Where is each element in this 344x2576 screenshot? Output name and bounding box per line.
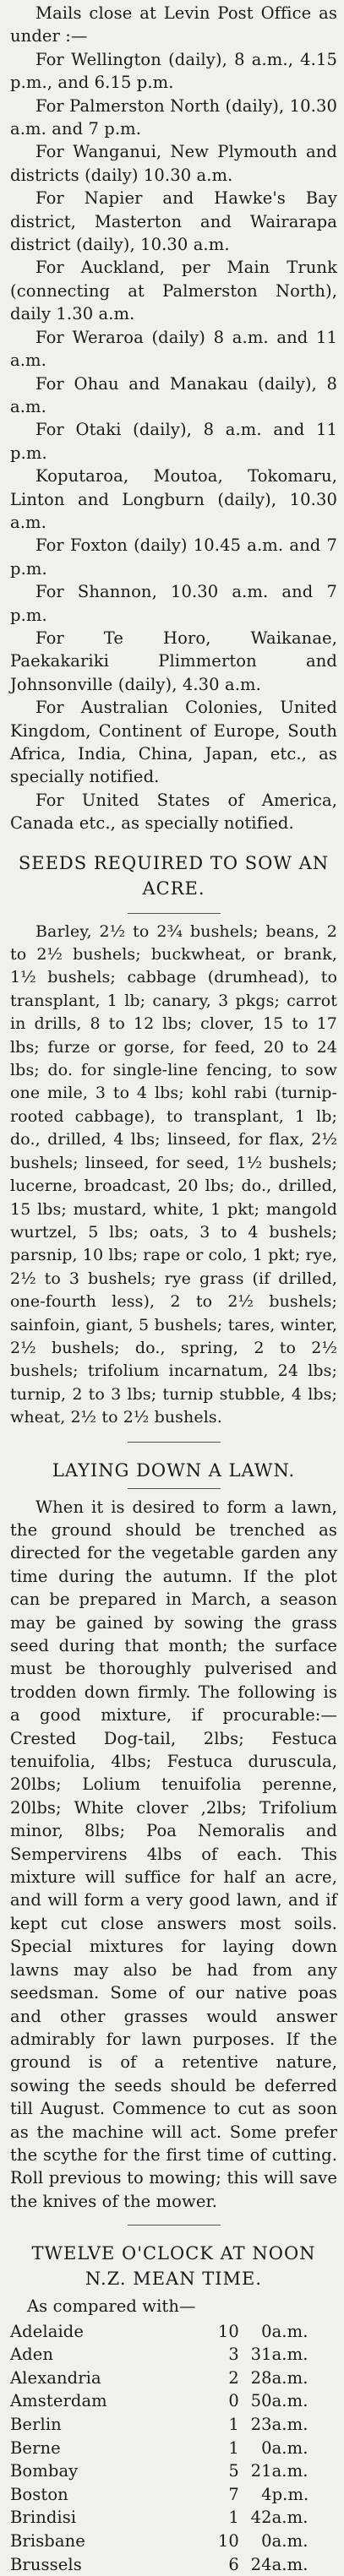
mail-entry: For Weraroa (daily) 8 a.m. and 11 a.m. xyxy=(10,326,337,372)
mail-entry: For Auckland, per Main Trunk (connecting at Palmerston North), daily 1.30 a.m. xyxy=(10,256,337,325)
mail-entry: For Shannon, 10.30 a.m. and 7 p.m. xyxy=(10,580,337,627)
time-row xyxy=(10,2320,337,2344)
lawn-heading-rule xyxy=(128,1488,221,1489)
time-place: Brussels xyxy=(10,2553,206,2576)
time-intro: As compared with— xyxy=(27,2295,337,2318)
mails-list xyxy=(10,48,337,835)
time-place: Boston xyxy=(10,2483,206,2507)
time-ap: a.m. xyxy=(272,2320,337,2344)
time-row xyxy=(10,2389,337,2413)
time-place: Brindisi xyxy=(10,2506,206,2530)
time-place: Amsterdam xyxy=(10,2389,206,2413)
time-row xyxy=(10,2483,337,2507)
time-place: Berlin xyxy=(10,2413,206,2437)
seeds-heading: SEEDS REQUIRED TO SOW AN ACRE. xyxy=(10,851,337,901)
time-ap: a.m. xyxy=(272,2553,337,2576)
time-table xyxy=(10,2320,337,2576)
time-h: 6 xyxy=(206,2553,239,2576)
lawn-heading: LAYING DOWN A LAWN. xyxy=(10,1458,337,1483)
time-h: 2 xyxy=(206,2367,239,2390)
time-place: Adelaide xyxy=(10,2320,206,2344)
time-row xyxy=(10,2459,337,2483)
mail-entry: For Otaki (daily), 8 a.m. and 11 p.m. xyxy=(10,418,337,465)
time-h: 1 xyxy=(206,2506,239,2530)
mails-intro: Mails close at Levin Post Office as under :— xyxy=(10,2,337,48)
time-h: 3 xyxy=(206,2343,239,2367)
time-row xyxy=(10,2530,337,2553)
mail-entry: For Palmerston North (daily), 10.30 a.m. and 7 p.m. xyxy=(10,95,337,141)
time-h: 7 xyxy=(206,2483,239,2507)
time-place: Berne xyxy=(10,2437,206,2460)
time-row xyxy=(10,2367,337,2390)
time-m: 0 xyxy=(239,2530,272,2553)
time-ap: a.m. xyxy=(272,2459,337,2483)
mail-entry: For United States of America, Canada etc., as specially notified. xyxy=(10,789,337,835)
time-h: 10 xyxy=(206,2530,239,2553)
time-place: Aden xyxy=(10,2343,206,2367)
time-ap: a.m. xyxy=(272,2367,337,2390)
mail-entry: For Australian Colonies, United Kingdom, Continent of Europe, South Africa, India, China, Japan, etc., as specially notified. xyxy=(10,696,337,789)
time-row xyxy=(10,2437,337,2460)
time-h: 1 xyxy=(206,2437,239,2460)
time-m: 31 xyxy=(239,2343,272,2367)
time-m: 4 xyxy=(239,2483,272,2507)
time-m: 50 xyxy=(239,2389,272,2413)
mail-entry: For Napier and Hawke's Bay district, Masterton and Wairarapa district (daily), 10.30 a.m. xyxy=(10,187,337,256)
time-m: 28 xyxy=(239,2367,272,2390)
time-ap: a.m. xyxy=(272,2413,337,2437)
mail-entry: For Wanganui, New Plymouth and districts (daily) 10.30 a.m. xyxy=(10,140,337,187)
time-m: 23 xyxy=(239,2413,272,2437)
time-m: 0 xyxy=(239,2320,272,2344)
time-ap: a.m. xyxy=(272,2530,337,2553)
time-m: 42 xyxy=(239,2506,272,2530)
time-place: Alexandria xyxy=(10,2367,206,2390)
seeds-heading-rule xyxy=(128,913,221,914)
time-ap: p.m. xyxy=(272,2483,337,2507)
time-ap: a.m. xyxy=(272,2389,337,2413)
time-h: 0 xyxy=(206,2389,239,2413)
mail-entry: For Foxton (daily) 10.45 a.m. and 7 p.m. xyxy=(10,534,337,580)
time-row xyxy=(10,2506,337,2530)
time-m: 24 xyxy=(239,2553,272,2576)
time-ap: a.m. xyxy=(272,2437,337,2460)
time-heading: TWELVE O'CLOCK AT NOON N.Z. MEAN TIME. xyxy=(10,2241,337,2291)
time-h: 1 xyxy=(206,2413,239,2437)
time-ap: a.m. xyxy=(272,2343,337,2367)
time-place: Bombay xyxy=(10,2459,206,2483)
time-row xyxy=(10,2553,337,2576)
mails-section xyxy=(10,2,337,835)
time-m: 21 xyxy=(239,2459,272,2483)
time-h: 5 xyxy=(206,2459,239,2483)
mail-entry: For Wellington (daily), 8 a.m., 4.15 p.m., and 6.15 p.m. xyxy=(10,48,337,95)
time-place: Brisbane xyxy=(10,2530,206,2553)
time-m: 0 xyxy=(239,2437,272,2460)
mail-entry: For Te Horo, Waikanae, Paekakariki Plimmerton and Johnsonville (daily), 4.30 a.m. xyxy=(10,627,337,696)
mail-entry: For Ohau and Manakau (daily), 8 a.m. xyxy=(10,372,337,419)
lawn-text: When it is desired to form a lawn, the ground should be trenched as directed for the vegetable garden any time during the autumn. If the plot can be prepared in March, a season may be gained by sowing the grass seed during that month; the surface must be thoroughly pulverised and trodden down firmly. The following is a good mixture, if procurable:—Crested Dog-tail, 2lbs; Festuca tenuifolia, 4lbs; Festuca duruscula, 20lbs; Lolium tenuifolia perenne, 20lbs; White clover ,2lbs; Trifolium minor, 8lbs; Poa Nemoralis and Sempervirens 4lbs of each. This mixture will suffice for half an acre, and will form a very good lawn, and if kept cut close answers most soils. Special mixtures for laying down lawns may also be had from any seedsman. Some of our native poas and other grasses would answer admirably for lawn purposes. If the ground is of a retentive nature, sowing the seeds should be deferred till August. Commence to cut as soon as the machine will act. Some prefer the scythe for the first time of cutting. Roll previous to mowing; this will save the knives of the mower. xyxy=(10,1496,337,2214)
time-row xyxy=(10,2413,337,2437)
seeds-text: Barley, 2½ to 2¾ bushels; beans, 2 to 2½ bushels; buckwheat, or brank, 1½ bushels; cabbage (drumhead), to transplant, 1 lb; canary, 3 pkgs; carrot in drills, 8 to 12 lbs; clover, 15 to 17 lbs; furze or gorse, for feed, 20 to 24 lbs; do. for single-line fencing, to sow one mile, 3 to 4 lbs; kohl rabi (turnip-rooted cabbage), to transplant, 1 lb; do., drilled, 4 lbs; linseed, for flax, 2½ bushels; linseed, for seed, 1½ bushels; lucerne, broadcast, 20 lbs; do., drilled, 15 lbs; mustard, white, 1 pkt; mangold wurtzel, 5 lbs; oats, 3 to 4 bushels; parsnip, 10 lbs; rape or colo, 1 pkt; rye, 2½ to 3 bushels; rye grass (if drilled, one-fourth less), 2 to 2½ bushels; sainfoin, giant, 5 bushels; tares, winter, 2½ bushels; do., spring, 2 to 2½ bushels; trifolium incarnatum, 24 lbs; turnip, 2 to 3 lbs; turnip stubble, 4 lbs; wheat, 2½ to 2½ bushels. xyxy=(10,921,337,1430)
time-h: 10 xyxy=(206,2320,239,2344)
time-row xyxy=(10,2343,337,2367)
time-ap: a.m. xyxy=(272,2506,337,2530)
mail-entry: Koputaroa, Moutoa, Tokomaru, Linton and Longburn (daily), 10.30 a.m. xyxy=(10,465,337,534)
lawn-top-rule xyxy=(128,1442,221,1443)
